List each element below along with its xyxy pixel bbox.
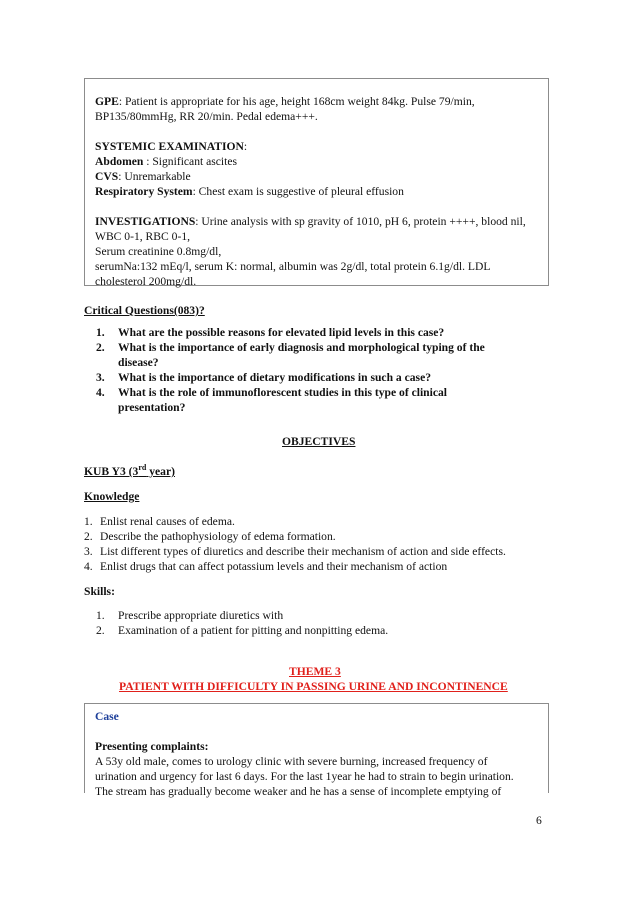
kub-year-line: KUB Y3 (3rd year) xyxy=(84,463,175,478)
list-item: 1. What are the possible reasons for elevated lipid levels in this case? xyxy=(96,326,445,339)
list-item: 3. List different types of diuretics and describe their mechanism of action and side effects. xyxy=(84,545,506,558)
list-item: 1. Prescribe appropriate diuretics with xyxy=(96,609,284,622)
abdomen-label: Abdomen xyxy=(95,155,144,168)
inv-text-5: cholesterol 200mg/dl. xyxy=(95,275,197,288)
resp-label: Respiratory System xyxy=(95,185,193,198)
list-item: 4. What is the role of immunoflorescent studies in this type of clinical presentation? xyxy=(96,386,448,414)
theme-number: THEME 3 xyxy=(289,665,341,678)
list-item: 2. What is the importance of early diagnosis and morphological typing of the disease? xyxy=(96,341,485,369)
case-findings-box: GPE: Patient is appropriate for his age, height 168cm weight 84kg. Pulse 79/min, BP135/80mmHg, RR 20/min. Pedal edema+++. SYSTEMIC EXAMINATION: Abdomen : Significant ascites CVS: Unremarkable Respiratory System: Chest exam is suggestive of pleural effusion INVESTIGATIONS: Urine analysis with sp gravity of 1010, pH 6, protein ++++, blood nil, WBC 0-1, RBC 0-1, Serum creatinine 0.8mg/dl, serumNa:132 mEq/l, serum K: normal, albumin was 2g/dl, total protein 6.1g/dl. LDL cholesterol 200mg/dl. xyxy=(84,78,549,286)
knowledge-heading: Knowledge xyxy=(84,490,140,503)
critical-questions-list xyxy=(96,325,485,415)
resp-text: : Chest exam is suggestive of pleural effusion xyxy=(192,185,404,198)
list-item: 2. Describe the pathophysiology of edema formation. xyxy=(84,530,336,543)
inv-text-2: WBC 0-1, RBC 0-1, xyxy=(95,230,191,243)
abdomen-text: : Significant ascites xyxy=(143,155,238,168)
list-item: 2. Examination of a patient for pitting and nonpitting edema. xyxy=(96,624,389,637)
list-item: 3. What is the importance of dietary modifications in such a case? xyxy=(96,371,432,384)
inv-text-3: Serum creatinine 0.8mg/dl, xyxy=(95,245,222,258)
skills-heading: Skills: xyxy=(84,585,115,598)
list-item: 4. Enlist drugs that can affect potassium levels and their mechanism of action xyxy=(84,560,448,573)
case-label: Case xyxy=(95,710,119,723)
critical-questions-heading: Critical Questions(083)? xyxy=(84,304,205,317)
cvs-text: : Unremarkable xyxy=(118,170,191,183)
list-item: 1. Enlist renal causes of edema. xyxy=(84,515,235,528)
investigations-label: INVESTIGATIONS xyxy=(95,215,196,228)
theme-title: PATIENT WITH DIFFICULTY IN PASSING URINE AND INCONTINENCE xyxy=(119,680,508,693)
gpe-text-2: BP135/80mmHg, RR 20/min. Pedal edema+++. xyxy=(95,110,318,123)
page-number: 6 xyxy=(536,814,542,827)
presenting-complaints-heading: Presenting complaints: xyxy=(95,740,209,753)
knowledge-list xyxy=(84,514,506,574)
inv-text-4: serumNa:132 mEq/l, serum K: normal, albumin was 2g/dl, total protein 6.1g/dl. LDL xyxy=(95,260,491,273)
gpe-line xyxy=(95,94,548,109)
case-text-2: urination and urgency for last 6 days. For the last 1year he had to strain to begin urination. xyxy=(95,770,514,783)
objectives-heading: OBJECTIVES xyxy=(282,435,356,448)
gpe-label: GPE xyxy=(95,95,119,108)
inv-text-1: : Urine analysis with sp gravity of 1010, pH 6, protein ++++, blood nil, xyxy=(195,215,526,228)
case-box xyxy=(84,703,549,798)
systemic-heading: SYSTEMIC EXAMINATION xyxy=(95,140,244,153)
case-text-1: A 53y old male, comes to urology clinic with severe burning, increased frequency of xyxy=(95,755,488,768)
cvs-label: CVS xyxy=(95,170,119,183)
case-text-3: The stream has gradually become weaker and he has a sense of incomplete emptying of xyxy=(95,785,502,798)
skills-list xyxy=(96,608,388,638)
gpe-text-1: : Patient is appropriate for his age, height 168cm weight 84kg. Pulse 79/min, xyxy=(118,95,475,108)
